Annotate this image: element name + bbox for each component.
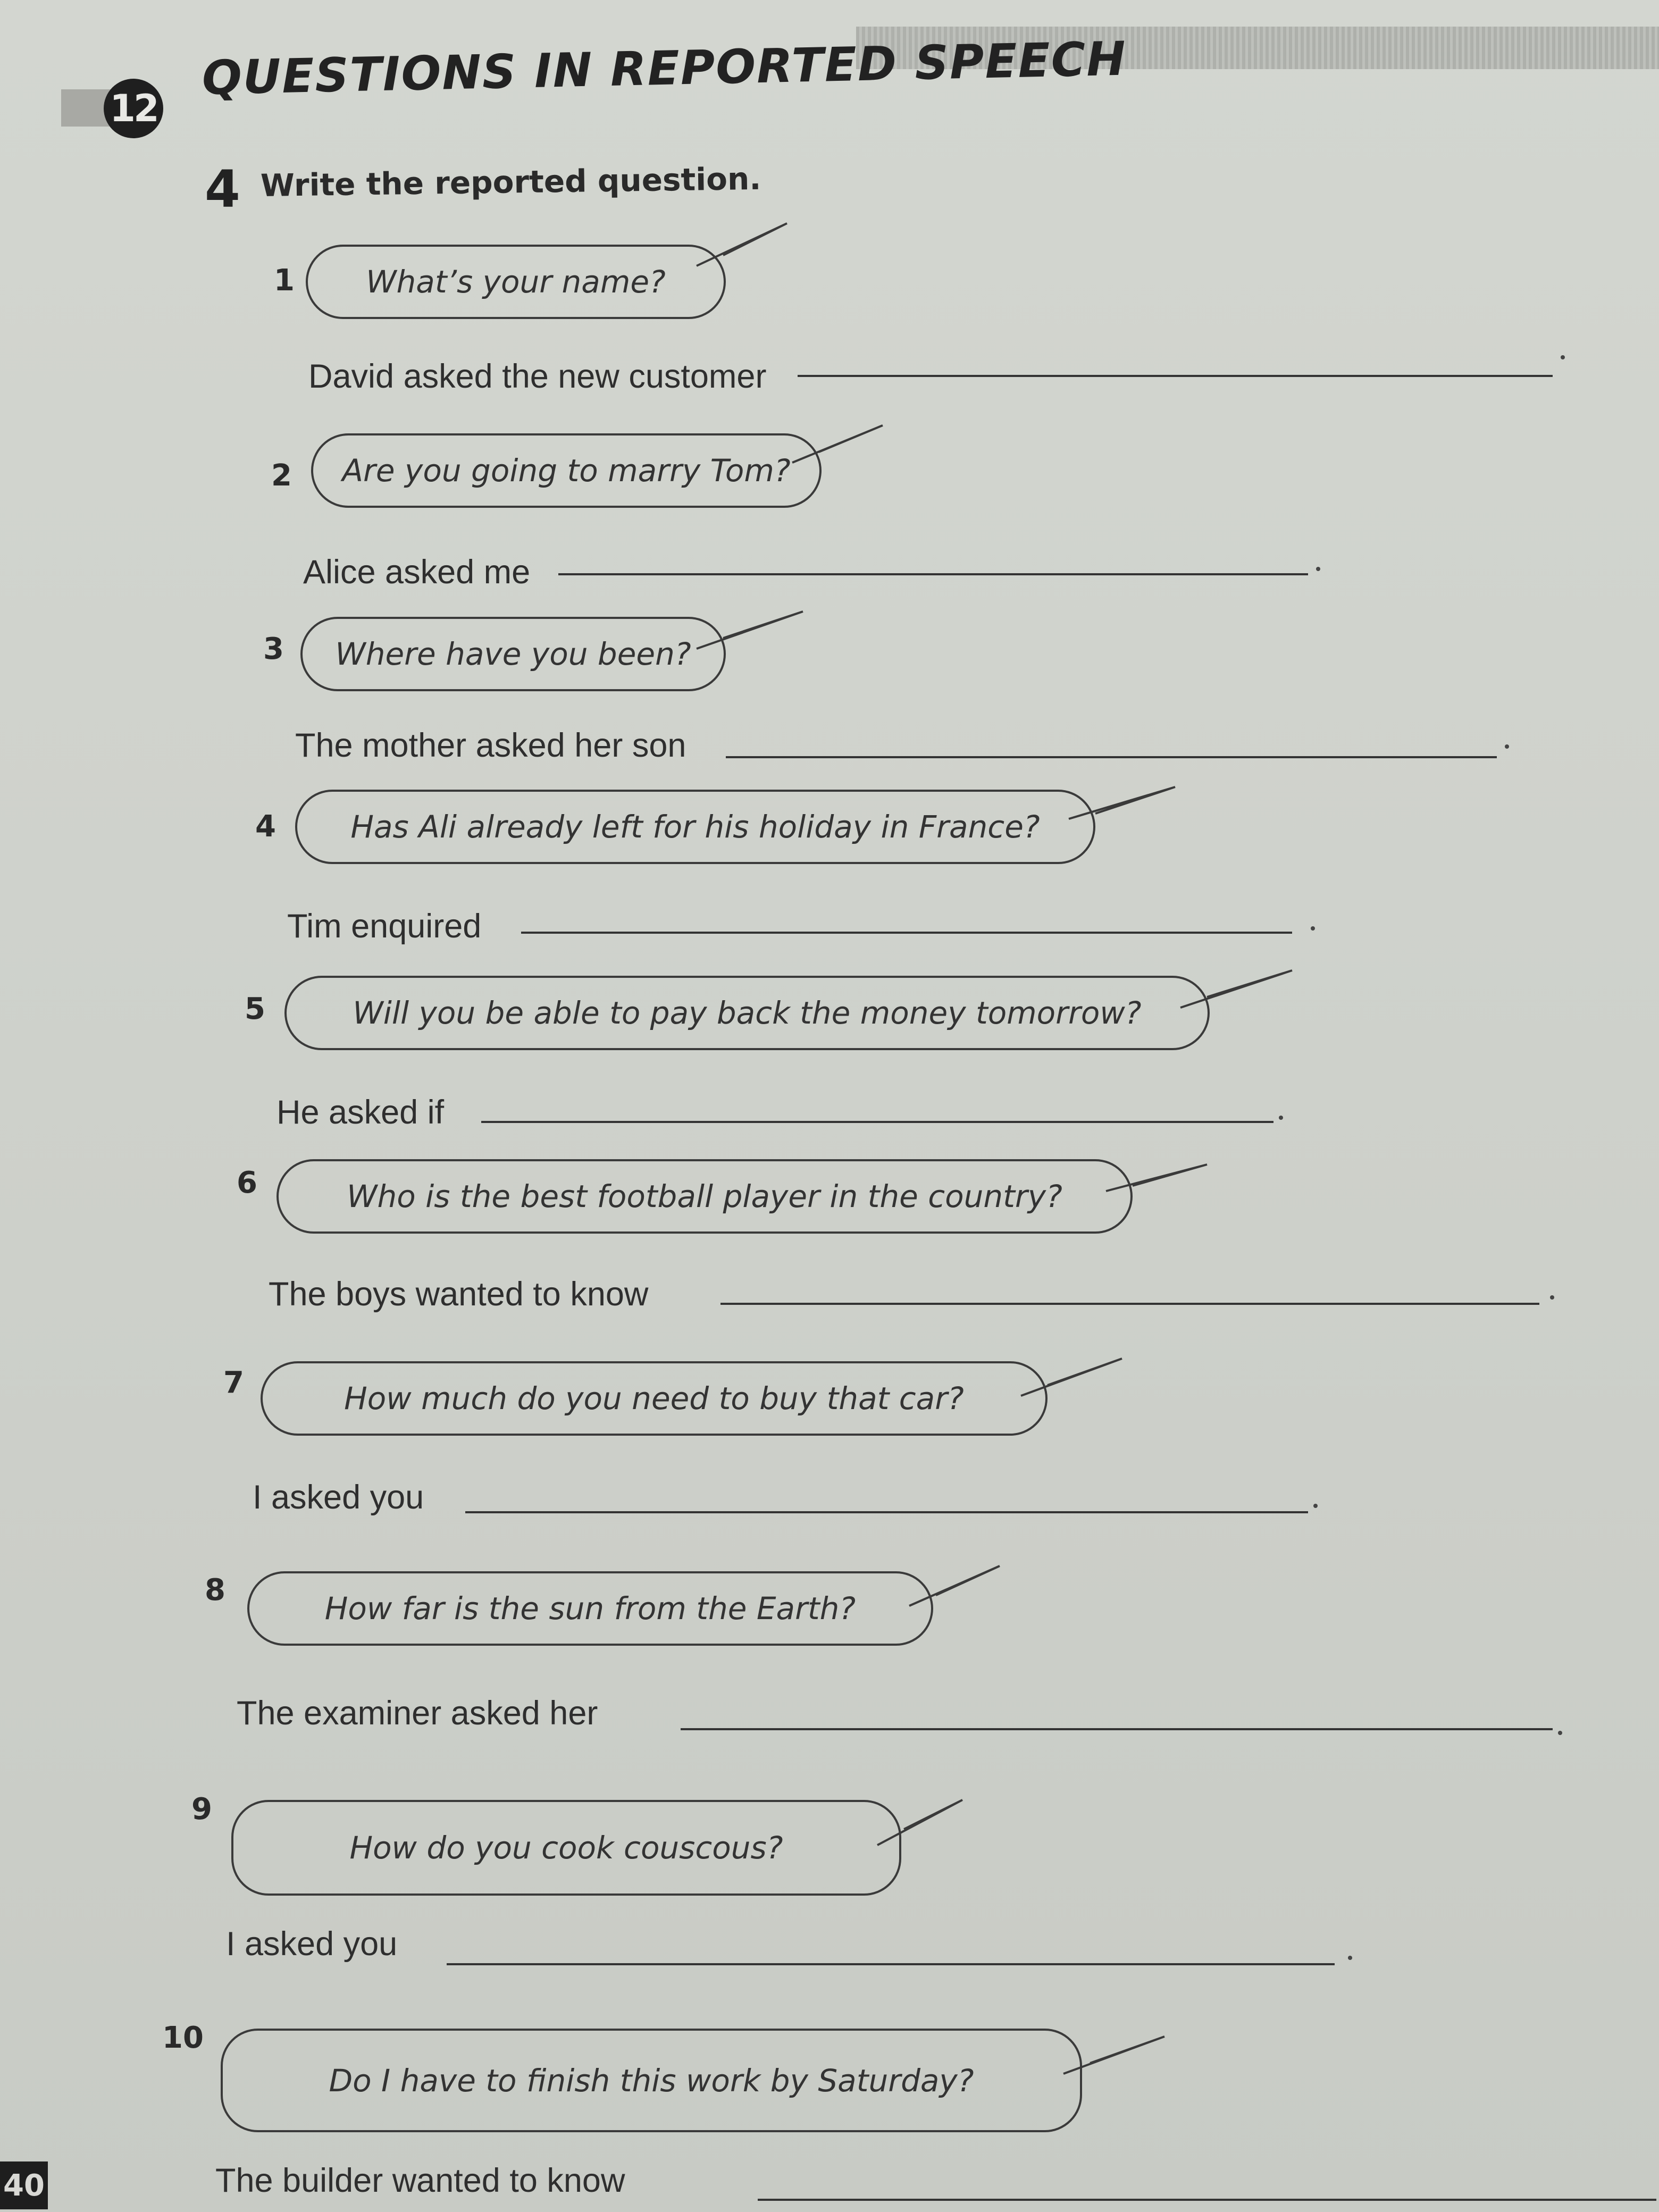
full-stop (1311, 926, 1315, 931)
answer-line[interactable] (558, 573, 1308, 575)
answer-line[interactable] (465, 1511, 1308, 1513)
unit-number-badge: 12 (104, 79, 163, 138)
speech-bubble-tail (691, 606, 808, 665)
speech-bubble: Where have you been? (300, 617, 726, 691)
full-stop (1313, 1504, 1318, 1508)
speech-bubble-tail (1016, 1353, 1127, 1412)
item-number: 6 (237, 1166, 257, 1200)
item-number: 9 (191, 1792, 212, 1826)
full-stop (1550, 1295, 1554, 1300)
answer-prompt: I asked you (226, 1925, 398, 1963)
answer-prompt: The boys wanted to know (269, 1276, 649, 1313)
full-stop (1558, 1731, 1562, 1735)
answer-prompt: The mother asked her son (295, 727, 686, 764)
answer-line[interactable] (726, 756, 1497, 758)
item-number: 1 (274, 263, 295, 298)
answer-line[interactable] (681, 1728, 1553, 1730)
answer-prompt: I asked you (253, 1479, 424, 1516)
answer-prompt: The builder wanted to know (215, 2162, 625, 2199)
speech-bubble: What’s your name? (306, 245, 726, 319)
answer-line[interactable] (447, 1963, 1335, 1965)
item-number: 2 (271, 458, 292, 493)
answer-prompt: Tim enquired (287, 908, 482, 945)
unit-title: QUESTIONS IN REPORTED SPEECH (201, 31, 1127, 105)
item-number: 5 (245, 992, 265, 1026)
speech-bubble: Do I have to finish this work by Saturday? (221, 2029, 1082, 2132)
speech-bubble-tail (1175, 965, 1297, 1024)
exercise-instruction: Write the reported question. (260, 160, 761, 204)
full-stop (1316, 567, 1320, 571)
speech-bubble: Will you be able to pay back the money tomorrow? (284, 976, 1210, 1050)
speech-bubble-tail (1058, 2031, 1170, 2090)
page-number: 40 (0, 2161, 48, 2209)
answer-line[interactable] (521, 932, 1292, 934)
speech-bubble-tail (904, 1563, 1005, 1622)
answer-prompt: The examiner asked her (237, 1695, 598, 1732)
speech-bubble-tail (872, 1797, 968, 1856)
speech-bubble: How do you cook couscous? (231, 1800, 901, 1896)
speech-bubble-tail (1101, 1154, 1212, 1212)
speech-bubble: Who is the best football player in the country? (276, 1159, 1133, 1234)
exercise-number: 4 (205, 160, 240, 219)
full-stop (1279, 1116, 1283, 1120)
answer-prompt: David asked the new customer (308, 358, 767, 395)
answer-prompt: Alice asked me (303, 554, 531, 591)
full-stop (1505, 744, 1509, 749)
speech-bubble: Are you going to marry Tom? (311, 433, 822, 508)
answer-line[interactable] (758, 2199, 1656, 2201)
full-stop (1348, 1956, 1352, 1960)
speech-bubble-tail (787, 420, 888, 479)
speech-bubble: How much do you need to buy that car? (261, 1361, 1048, 1436)
item-number: 10 (162, 2021, 204, 2055)
speech-bubble: How far is the sun from the Earth? (247, 1571, 933, 1646)
item-number: 3 (263, 632, 284, 666)
answer-line[interactable] (720, 1303, 1539, 1305)
answer-line[interactable] (798, 375, 1553, 377)
full-stop (1561, 355, 1565, 359)
speech-bubble: Has Ali already left for his holiday in France? (295, 790, 1095, 864)
answer-line[interactable] (481, 1121, 1273, 1123)
item-number: 4 (255, 809, 276, 844)
speech-bubble-tail (1063, 782, 1180, 840)
speech-bubble-tail (691, 218, 792, 287)
answer-prompt: He asked if (276, 1094, 445, 1131)
item-number: 8 (205, 1573, 225, 1607)
item-number: 7 (223, 1365, 244, 1400)
